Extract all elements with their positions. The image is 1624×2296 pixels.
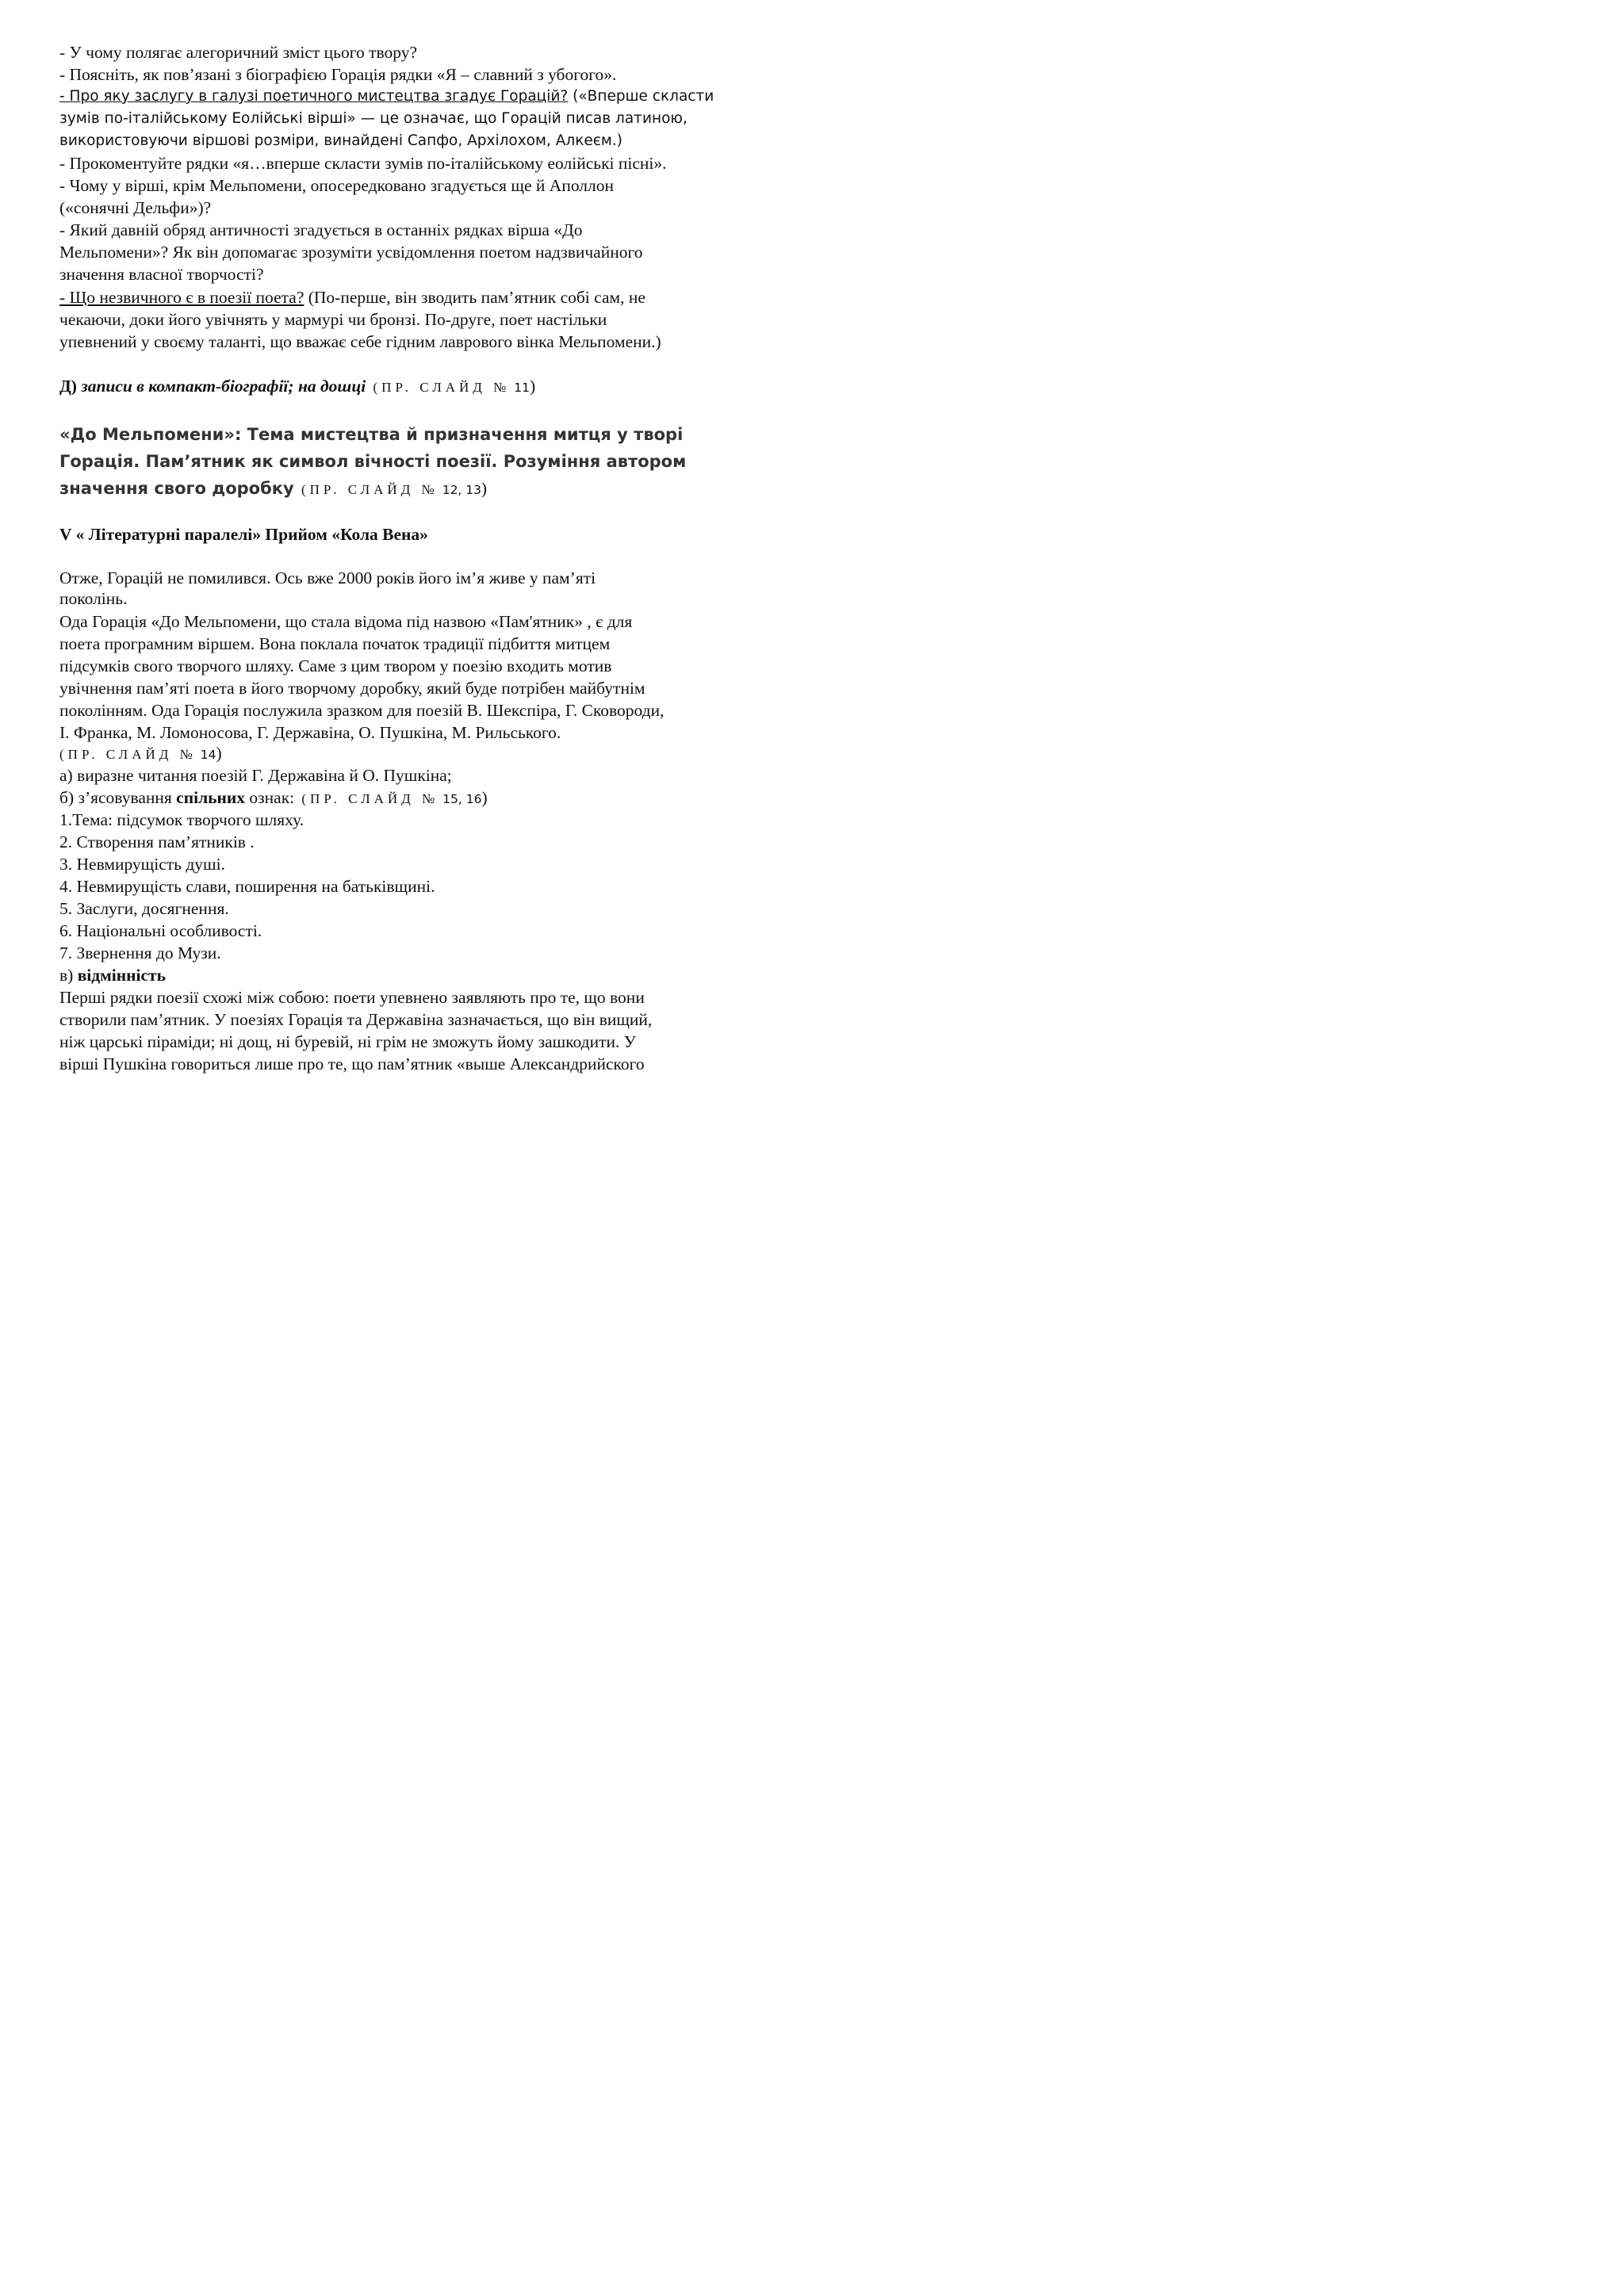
- heading-line: «До Мельпомени»: Тема мистецтва й призначення митця у творі: [59, 425, 684, 444]
- section-d-prefix: Д): [59, 377, 77, 396]
- slide-ref: (ПР. СЛАЙД №: [293, 482, 439, 497]
- slide-number: 11: [510, 381, 530, 395]
- question-comment: - Прокоментуйте рядки «я…вперше скласти зумів по-італійському еолійські пісні».: [59, 154, 667, 173]
- answer-unusual-line: чекаючи, доки його увічнять у мармурі чи бронзі. По-друге, поет настільки: [59, 310, 607, 329]
- paragraph-line: І. Франка, М. Ломоносова, Г. Державіна, О. Пушкіна, М. Рильського.: [59, 723, 561, 742]
- question-merit-answer: («Вперше скласти: [568, 88, 714, 105]
- slide-number: 14: [196, 748, 216, 762]
- paragraph-line: вірші Пушкіна говориться лише про те, що пам’ятник «выше Александрийского: [59, 1054, 645, 1073]
- paragraph-line: поколінь.: [59, 589, 128, 608]
- list-item: 7. Звернення до Музи.: [59, 943, 221, 962]
- item-c: [59, 965, 166, 985]
- paragraph-line: увічнення пам’яті поета в його творчому доробку, який буде потрібен майбутнім: [59, 679, 645, 698]
- answer-merit-line: використовуючи віршові розміри, винайдені Сапфо, Архілохом, Алкеєм.): [59, 132, 622, 149]
- list-item: 4. Невмирущість слави, поширення на батьківщині.: [59, 877, 435, 896]
- slide-ref: (ПР. СЛАЙД №: [294, 791, 439, 806]
- item-c-prefix: в): [59, 966, 78, 985]
- question-unusual-answer: (По-перше, він зводить пам’ятник собі сам, не: [304, 288, 645, 307]
- list-item: 6. Національні особливості.: [59, 921, 262, 940]
- item-b: [59, 787, 488, 809]
- question-unusual-text: - Що незвичного є в поезії поета?: [59, 288, 304, 307]
- item-b-prefix: б) з’ясовування: [59, 788, 177, 807]
- slide-ref-close: ): [481, 479, 488, 498]
- slide-number: 15, 16: [439, 792, 482, 806]
- item-c-bold: відмінність: [77, 966, 166, 985]
- answer-unusual-line: упевнений у своєму таланті, що вважає себе гідним лаврового вінка Мельпомени.): [59, 332, 661, 351]
- question-rite-cont: Мельпомени»? Як він допомагає зрозуміти усвідомлення поетом надзвичайного: [59, 243, 643, 262]
- slide-ref-close: ): [481, 788, 488, 807]
- paragraph-line: Ода Горація «До Мельпомени, що стала відома під назвою «Пам'ятник» , є для: [59, 612, 633, 631]
- section-d-title: [59, 376, 535, 398]
- paragraph-line: створили пам’ятник. У поезіях Горація та Державіна зазначається, що він вищий,: [59, 1010, 653, 1029]
- slide-ref-close: ): [216, 744, 222, 763]
- slide-ref-line: [59, 743, 222, 765]
- question-biography: - Поясніть, як пов’язані з біографією Горація рядки «Я – славний з убогого».: [59, 65, 617, 84]
- slide-ref-close: ): [530, 377, 536, 396]
- item-b-bold: спільних: [176, 788, 246, 807]
- heading-text: значення свого доробку: [59, 479, 294, 498]
- slide-number: 12, 13: [438, 483, 482, 497]
- list-item: 5. Заслуги, досягнення.: [59, 899, 229, 918]
- list-item: 1.Тема: підсумок творчого шляху.: [59, 810, 304, 829]
- question-merit: [59, 86, 714, 107]
- question-merit-text: - Про яку заслугу в галузі поетичного мистецтва згадує Горацій?: [59, 88, 569, 105]
- question-allegory: - У чому полягає алегоричний зміст цього твору?: [59, 43, 418, 62]
- slide-ref: (ПР. СЛАЙД №: [366, 380, 511, 395]
- section-d-text: записи в компакт-біографії; на дошці: [76, 377, 366, 396]
- heading-line-last: [59, 476, 487, 502]
- list-item: 3. Невмирущість душі.: [59, 855, 225, 874]
- heading-line: Горація. Пам’ятник як символ вічності поезії. Розуміння автором: [59, 452, 687, 471]
- paragraph-line: поета програмним віршем. Вона поклала початок традиції підбиття митцем: [59, 634, 611, 653]
- answer-merit-line: зумів по-італійському Еолійські вірші» — це означає, що Горацій писав латиною,: [59, 110, 688, 127]
- question-rite-cont: значення власної творчості?: [59, 265, 264, 284]
- item-b-suffix: ознак:: [245, 788, 295, 807]
- paragraph-line: ніж царські піраміди; ні дощ, ні буревій, ні грім не зможуть йому зашкодити. У: [59, 1032, 637, 1051]
- paragraph-line: Отже, Горацій не помилився. Ось вже 2000 років його ім’я живе у пам’яті: [59, 568, 596, 587]
- question-rite: - Який давній обряд античності згадується в останніх рядках вірша «До: [59, 220, 583, 239]
- question-apollo: - Чому у вірші, крім Мельпомени, опосередковано згадується ще й Аполлон: [59, 176, 615, 195]
- list-item: 2. Створення пам’ятників .: [59, 832, 255, 851]
- paragraph-line: підсумків свого творчого шляху. Саме з цим твором у поезію входить мотив: [59, 656, 612, 675]
- document-page: [0, 0, 812, 1148]
- item-a: а) виразне читання поезій Г. Державіна й О. Пушкіна;: [59, 766, 452, 785]
- paragraph-line: Перші рядки поезії схожі між собою: поети упевнено заявляють про те, що вони: [59, 988, 645, 1007]
- slide-ref: (ПР. СЛАЙД №: [59, 747, 197, 762]
- section-v-title: V « Літературні паралелі» Прийом «Кола Вена»: [59, 525, 428, 544]
- paragraph-line: поколінням. Ода Горація послужила зразком для поезій В. Шекспіра, Г. Сковороди,: [59, 701, 665, 720]
- question-apollo-cont: («сонячні Дельфи»)?: [59, 198, 212, 217]
- question-unusual: [59, 287, 645, 308]
